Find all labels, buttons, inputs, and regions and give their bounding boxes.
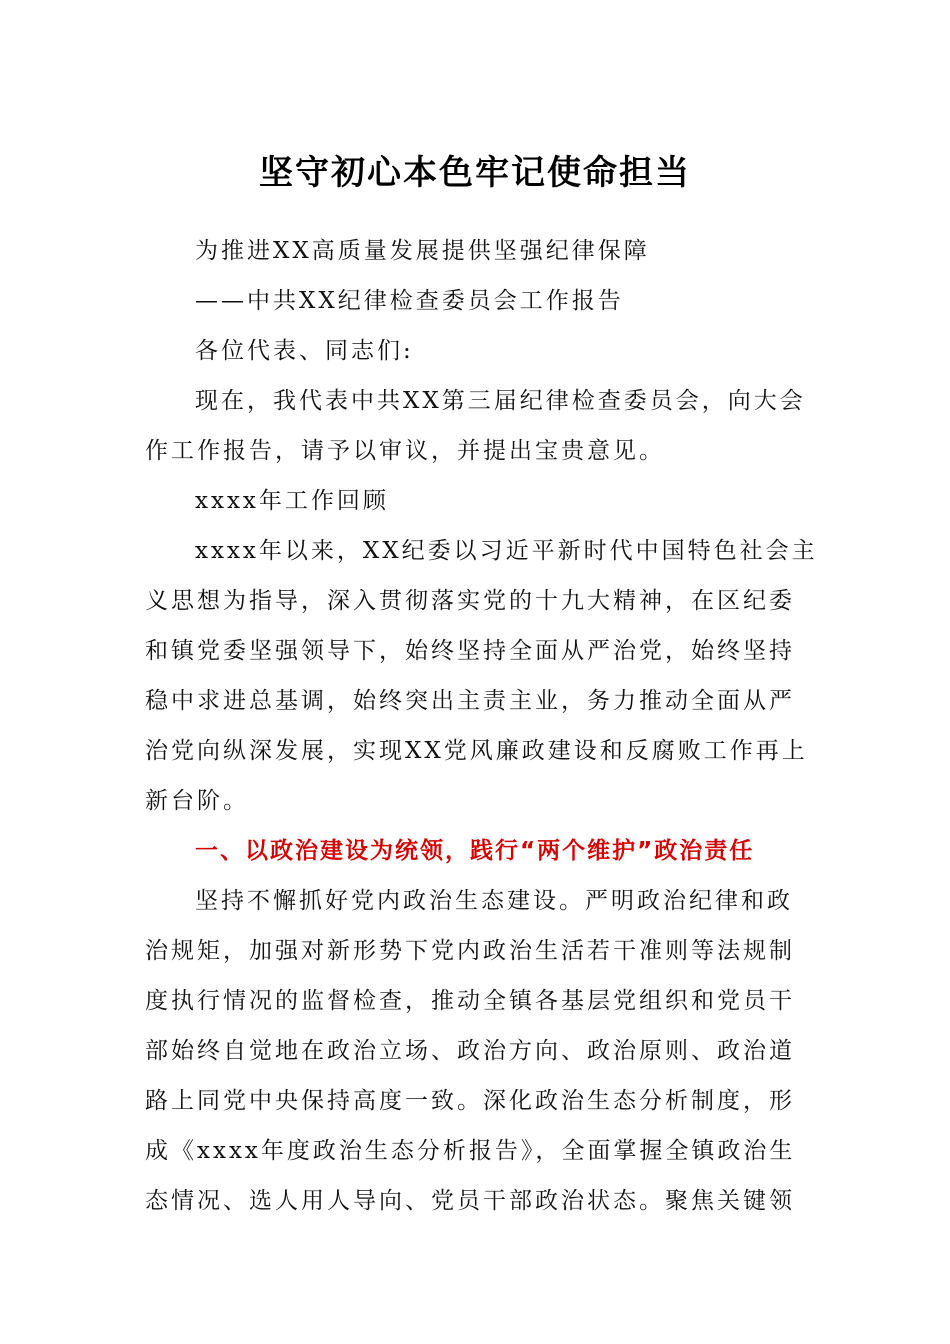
- section-body-line: 成《xxxx年度政治生态分析报告》，全面掌握全镇政治生: [145, 1138, 796, 1164]
- review-line: 稳中求进总基调，始终突出主责主业，务力推动全面从严: [145, 688, 795, 714]
- section-body-line: 坚持不懈抓好党内政治生态建设。严明政治纪律和政: [195, 888, 793, 914]
- section-body-line: 态情况、选人用人导向、党员干部政治状态。聚焦关键领: [145, 1188, 795, 1214]
- intro-line: 现在，我代表中共XX第三届纪律检查委员会，向大会: [195, 388, 806, 414]
- review-line: 新台阶。: [145, 788, 249, 814]
- greeting: 各位代表、同志们:: [195, 338, 414, 364]
- section-body-line: 部始终自觉地在政治立场、政治方向、政治原则、政治道: [145, 1038, 795, 1064]
- section-body-line: 治规矩，加强对新形势下党内政治生活若干准则等法规制: [145, 938, 795, 964]
- review-line: 和镇党委坚强领导下，始终坚持全面从严治党，始终坚持: [145, 638, 795, 664]
- intro-line: 作工作报告，请予以审议，并提出宝贵意见。: [145, 438, 665, 464]
- review-line: xxxx年以来，XX纪委以习近平新时代中国特色社会主: [195, 538, 818, 564]
- subtitle-line-1: 为推进XX高质量发展提供坚强纪律保障: [195, 238, 650, 264]
- section-body-line: 路上同党中央保持高度一致。深化政治生态分析制度，形: [145, 1088, 795, 1114]
- subtitle-line-2: ——中共XX纪律检查委员会工作报告: [195, 288, 624, 314]
- document-title: 坚守初心本色牢记使命担当: [259, 153, 691, 193]
- review-line: 治党向纵深发展，实现XX党风廉政建设和反腐败工作再上: [145, 738, 808, 764]
- section-body-line: 度执行情况的监督检查，推动全镇各基层党组织和党员干: [145, 988, 795, 1014]
- section-heading-1: 一、以政治建设为统领，践行“两个维护”政治责任: [195, 838, 755, 864]
- review-line: 义思想为指导，深入贯彻落实党的十九大精神，在区纪委: [145, 588, 795, 614]
- section-label: xxxx年工作回顾: [195, 488, 389, 514]
